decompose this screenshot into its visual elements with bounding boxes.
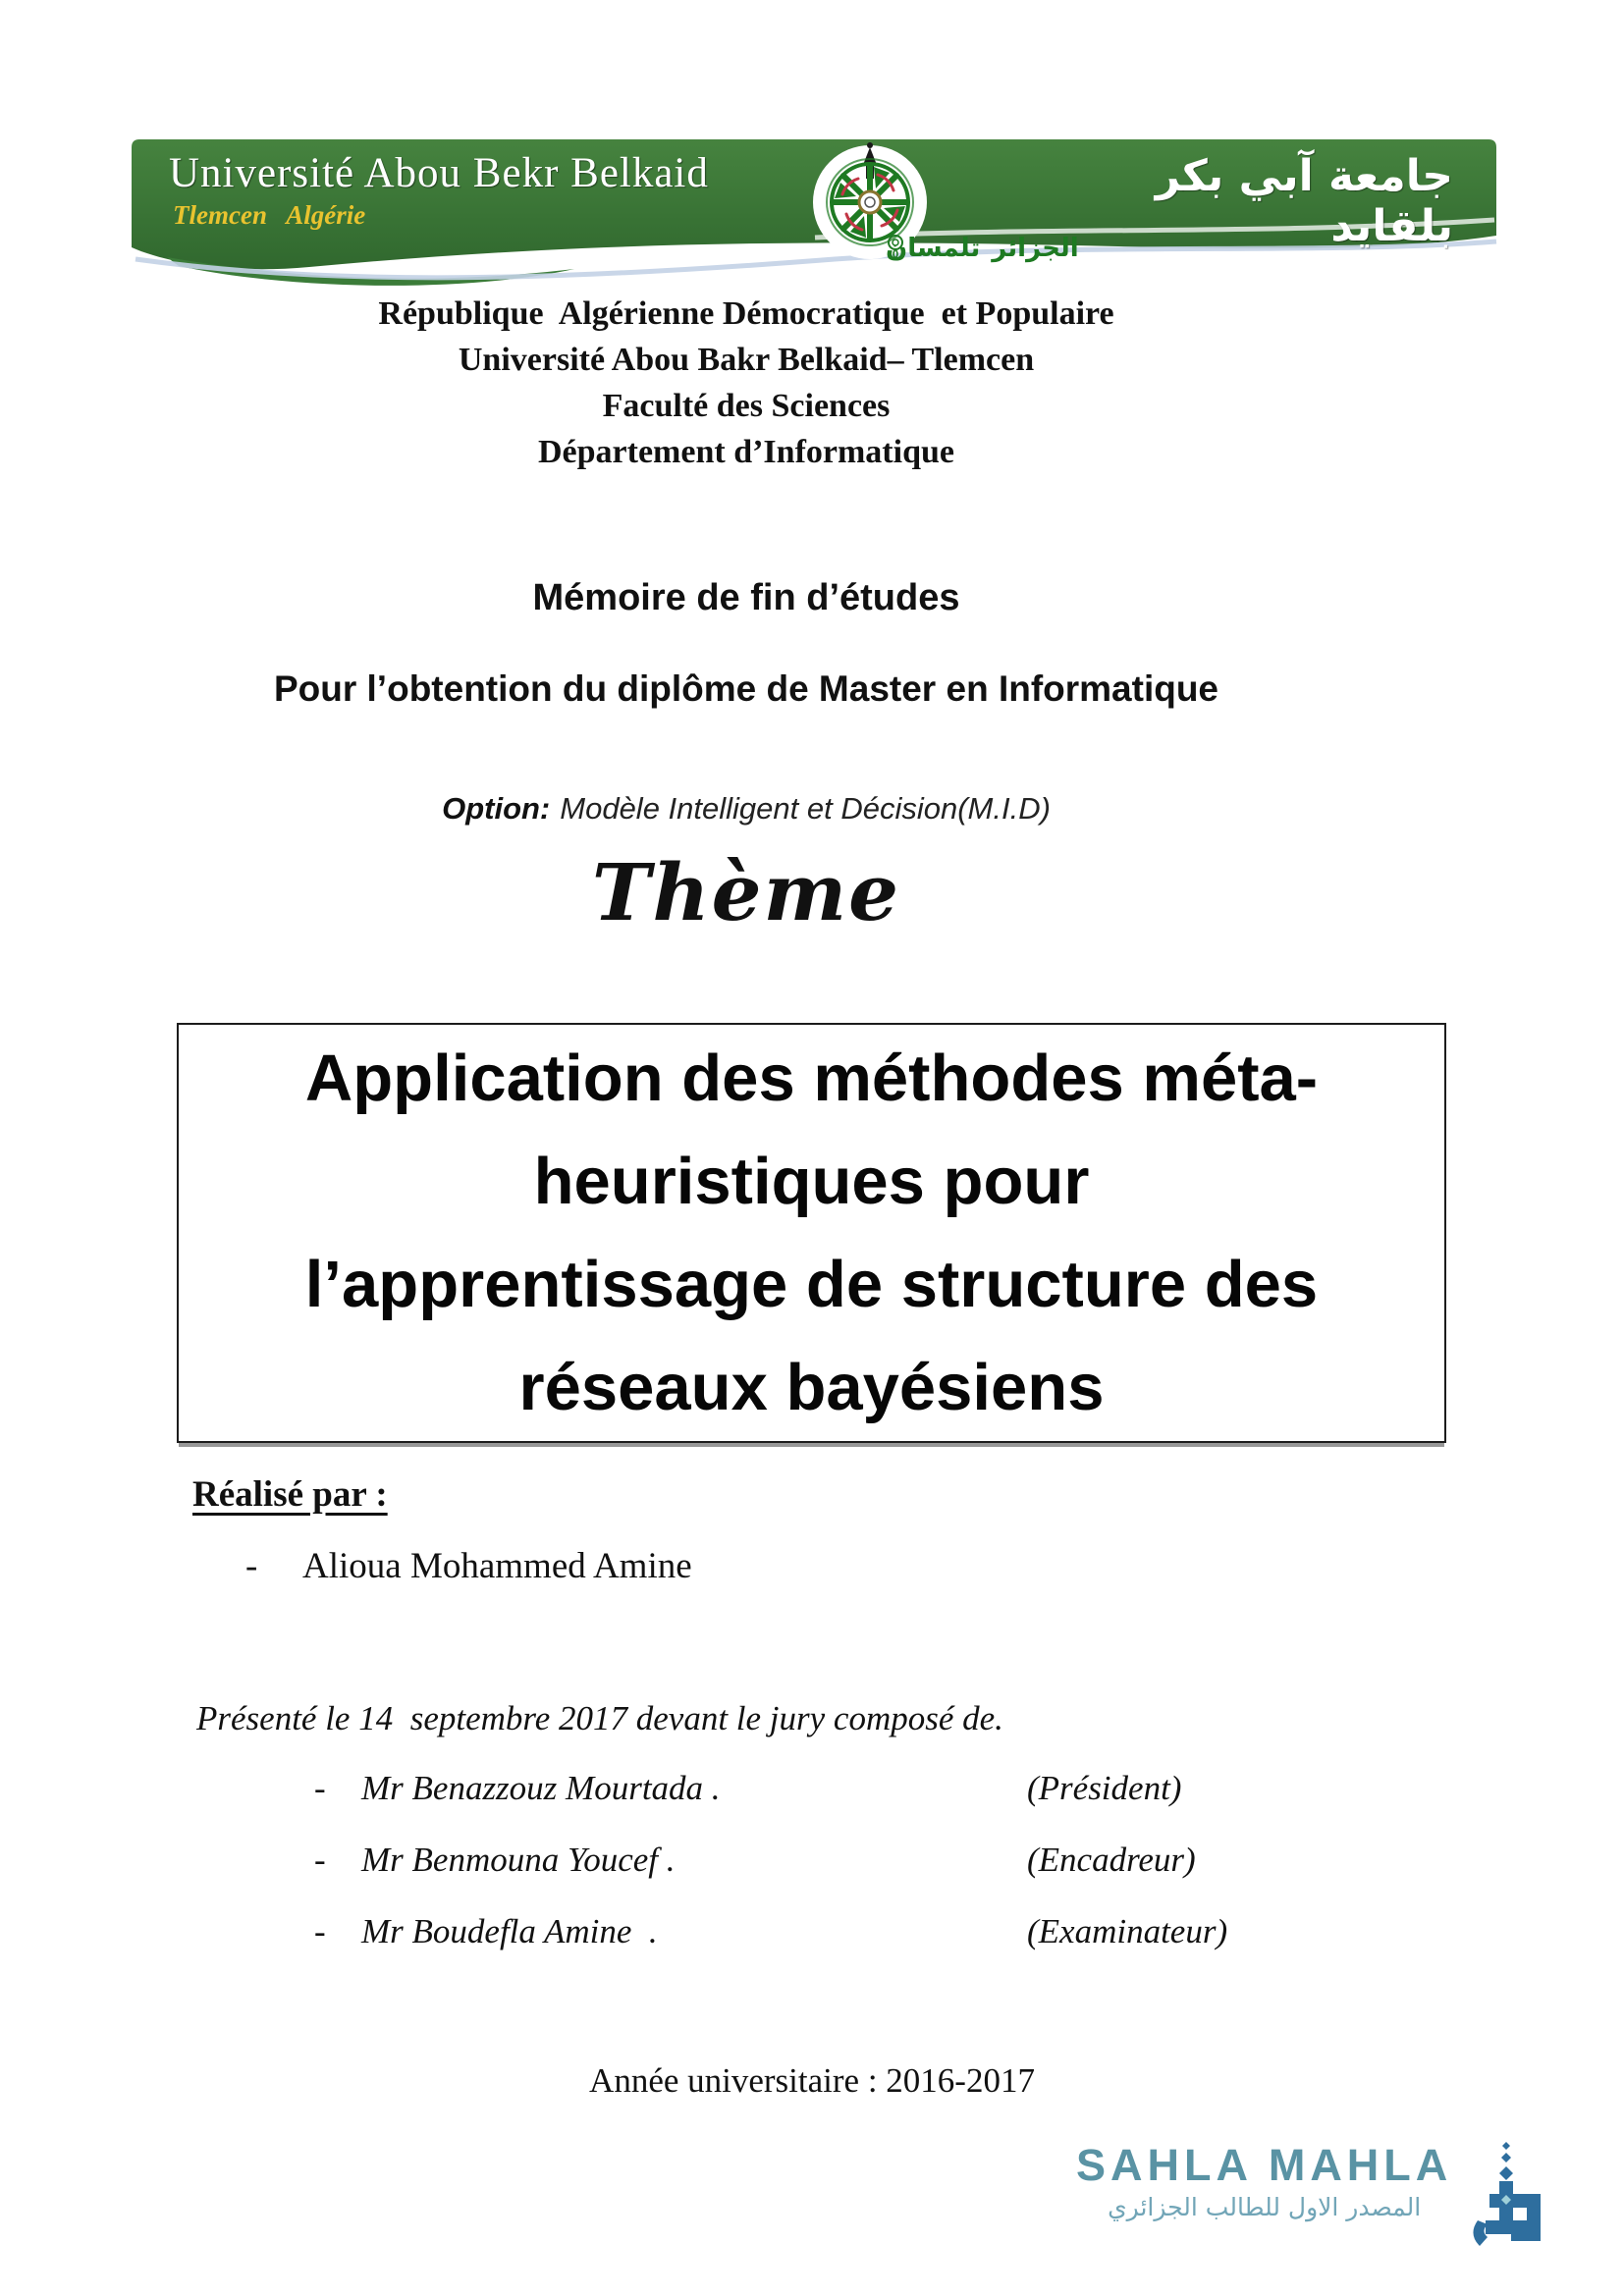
thesis-title-line: heuristiques pour: [533, 1145, 1090, 1218]
theme-heading: Thème: [591, 846, 901, 938]
jury-member-role: (Président): [1027, 1769, 1182, 1807]
watermark-tagline: المصدر الاول للطالب الجزائري: [1108, 2193, 1422, 2221]
ornament-icon: [886, 234, 905, 259]
thesis-title-box: [177, 1023, 1446, 1443]
banner-university-name: Université Abou Bekr Belkaid: [169, 150, 709, 196]
jury-member-name: Mr Benazzouz Mourtada .: [361, 1769, 721, 1807]
author-row: [245, 1545, 692, 1587]
jury-member-name: Mr Boudefla Amine .: [361, 1912, 658, 1950]
realise-par-label: Réalisé par :: [192, 1474, 388, 1515]
header-university-line: Université Abou Bakr Belkaid– Tlemcen: [458, 342, 1035, 378]
diploma-heading: Pour l’obtention du diplôme de Master en Informatique: [273, 668, 1219, 709]
jury-member-name: Mr Benmouna Youcef .: [361, 1841, 676, 1879]
watermark-text: [1076, 2140, 1452, 2221]
institution-header: [0, 291, 1492, 475]
watermark-name: SAHLA MAHLA: [1076, 2140, 1453, 2190]
jury-row: [314, 1841, 1453, 1912]
header-faculty-line: Faculté des Sciences: [602, 388, 891, 424]
header-department-line: Département d’Informatique: [538, 434, 954, 470]
banner-university-name-arabic: جامعة آبي بكر بلقايد: [1155, 151, 1453, 251]
author-name: Alioua Mohammed Amine: [302, 1546, 692, 1586]
jury-list: [314, 1769, 1453, 1984]
option-label: Option:: [442, 791, 551, 826]
jury-member-role: (Encadreur): [1027, 1841, 1196, 1879]
banner-city-country: [886, 234, 1079, 263]
sahla-mahla-logo-icon: [1464, 2140, 1548, 2256]
option-value: Modèle Intelligent et Décision(M.I.D): [560, 791, 1051, 826]
jury-row: [314, 1912, 1453, 1984]
banner-location: Tlemcen Algérie: [173, 200, 366, 230]
thesis-title-line: l’apprentissage de structure des: [304, 1248, 1319, 1321]
jury-row: [314, 1769, 1453, 1841]
thesis-title-line: Application des méthodes méta-: [304, 1041, 1319, 1115]
header-republic-line: République Algérienne Démocratique et Populaire: [378, 295, 1114, 332]
sahla-mahla-watermark: [1076, 2140, 1548, 2256]
jury-bullet: -: [314, 1841, 326, 1879]
jury-member-role: (Examinateur): [1027, 1912, 1228, 1950]
author-bullet: -: [245, 1546, 258, 1586]
university-banner: [128, 137, 1500, 299]
thesis-title-line: réseaux bayésiens: [518, 1351, 1105, 1424]
option-line: [0, 791, 1492, 827]
memoire-heading: Mémoire de fin d’études: [532, 577, 960, 618]
emblem-wheel-icon: [827, 159, 913, 245]
jury-intro: Présenté le 14 septembre 2017 devant le jury composé de.: [196, 1699, 1003, 1737]
academic-year: Année universitaire : 2016-2017: [589, 2061, 1035, 2100]
banner-city-arabic: تلمسان: [886, 234, 981, 263]
banner-country-arabic: الجزائر: [992, 234, 1079, 263]
jury-bullet: -: [314, 1769, 326, 1807]
jury-bullet: -: [314, 1912, 326, 1950]
